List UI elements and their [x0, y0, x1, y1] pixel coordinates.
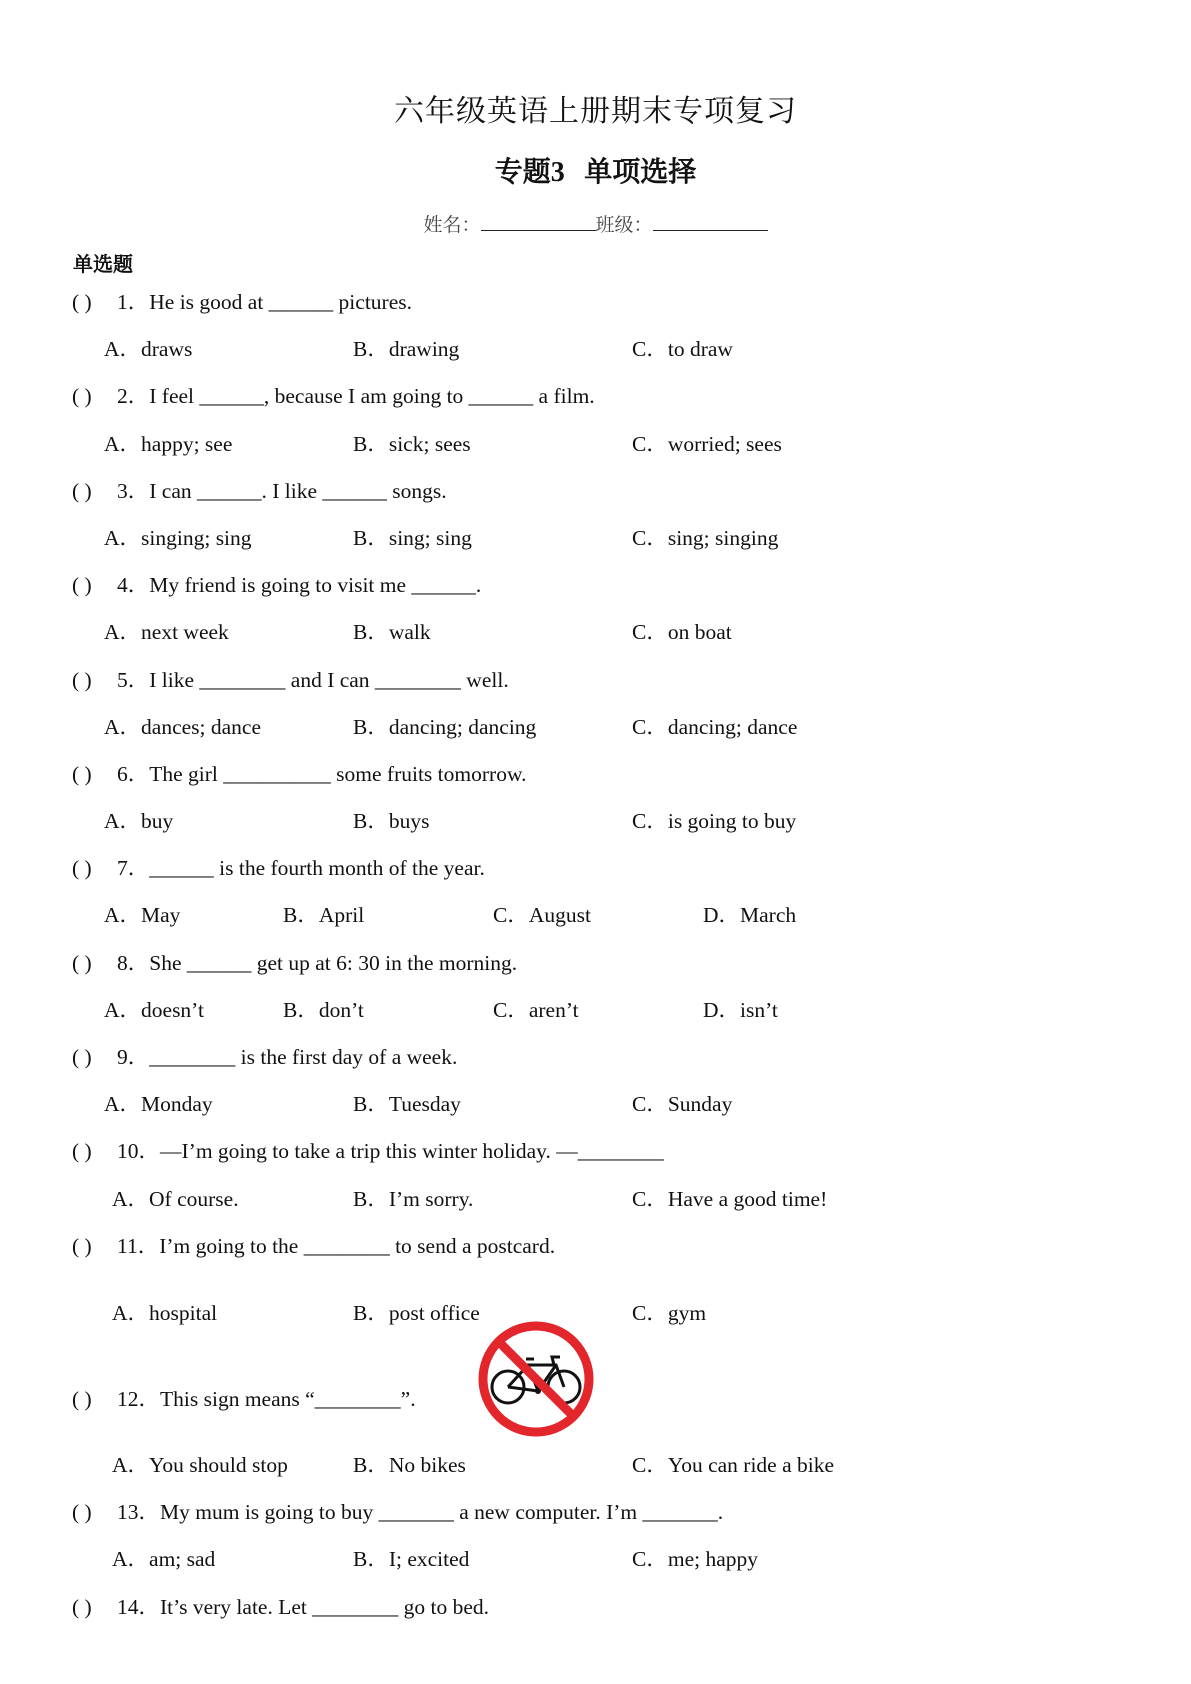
- options-row: [0, 515, 1191, 562]
- question-row: [0, 845, 1191, 892]
- option-c[interactable]: C．me; happy: [632, 1547, 758, 1572]
- option-a[interactable]: A．Monday: [104, 1092, 213, 1117]
- subtitle-suffix: 单项选择: [584, 155, 697, 188]
- answer-blank[interactable]: ( ): [72, 856, 92, 881]
- question-text: 4．My friend is going to visit me ______.: [117, 573, 482, 598]
- answer-blank[interactable]: ( ): [72, 1139, 92, 1164]
- option-a[interactable]: A．You should stop: [112, 1452, 288, 1477]
- option-c[interactable]: C．You can ride a bike: [632, 1452, 835, 1477]
- question-text: 5．I like ________ and I can ________ well.: [117, 667, 509, 692]
- option-b[interactable]: B．I’m sorry.: [353, 1186, 474, 1211]
- option-c[interactable]: C．sing; singing: [632, 525, 779, 550]
- option-a[interactable]: A．dances; dance: [104, 714, 261, 739]
- answer-blank[interactable]: ( ): [72, 1233, 92, 1258]
- option-a[interactable]: A．Of course.: [112, 1186, 239, 1211]
- question-row: [0, 940, 1191, 987]
- answer-blank[interactable]: ( ): [72, 1386, 92, 1411]
- option-a[interactable]: A．hospital: [112, 1300, 218, 1325]
- answer-blank[interactable]: ( ): [72, 478, 92, 503]
- question-row: [0, 1223, 1191, 1270]
- question-row: [0, 468, 1191, 515]
- page-subtitle: [0, 150, 1191, 190]
- option-a[interactable]: A．singing; sing: [104, 525, 252, 550]
- question-text: 2．I feel ______, because I am going to ______ a film.: [117, 384, 595, 409]
- option-a[interactable]: A．buy: [104, 809, 174, 834]
- answer-blank[interactable]: ( ): [72, 384, 92, 409]
- option-b[interactable]: B．I; excited: [353, 1547, 470, 1572]
- question-text: 3．I can ______. I like ______ songs.: [117, 478, 447, 503]
- options-row: [0, 421, 1191, 468]
- option-c[interactable]: C．dancing; dance: [632, 714, 798, 739]
- question-row: [0, 657, 1191, 704]
- options-row: [0, 1081, 1191, 1128]
- answer-blank[interactable]: ( ): [72, 573, 92, 598]
- question-text: 13．My mum is going to buy _______ a new computer. I’m _______.: [117, 1500, 724, 1525]
- question-row: [0, 1128, 1191, 1175]
- answer-blank[interactable]: ( ): [72, 1500, 92, 1525]
- option-d[interactable]: D．March: [703, 903, 797, 928]
- class-blank[interactable]: [653, 214, 768, 231]
- options-row: [0, 798, 1191, 845]
- answer-blank[interactable]: ( ): [72, 290, 92, 314]
- option-a[interactable]: A．next week: [104, 620, 229, 645]
- question-text: 10．—I’m going to take a trip this winter holiday. —________: [117, 1139, 664, 1164]
- option-b[interactable]: B．April: [283, 903, 365, 928]
- options-row: [0, 987, 1191, 1034]
- option-b[interactable]: B．sing; sing: [353, 525, 472, 550]
- option-a[interactable]: A．draws: [104, 337, 193, 362]
- option-c[interactable]: C．worried; sees: [632, 431, 782, 456]
- option-b[interactable]: B．Tuesday: [353, 1092, 461, 1117]
- question-row: [0, 279, 1191, 326]
- option-c[interactable]: C．is going to buy: [632, 809, 797, 834]
- answer-blank[interactable]: ( ): [72, 1594, 92, 1619]
- options-row: [0, 1176, 1191, 1223]
- option-c[interactable]: C．aren’t: [493, 997, 579, 1022]
- options-row: [0, 609, 1191, 656]
- answer-blank[interactable]: ( ): [72, 950, 92, 975]
- option-c[interactable]: C．August: [493, 903, 591, 928]
- options-row: [0, 326, 1191, 373]
- option-a[interactable]: A．May: [104, 903, 181, 928]
- option-c[interactable]: C．gym: [632, 1300, 707, 1325]
- option-c[interactable]: C．on boat: [632, 620, 732, 645]
- option-b[interactable]: B．buys: [353, 809, 430, 834]
- answer-blank[interactable]: ( ): [72, 667, 92, 692]
- subtitle-prefix: 专题: [494, 155, 551, 188]
- name-blank[interactable]: [481, 214, 596, 231]
- option-b[interactable]: B．drawing: [353, 337, 460, 362]
- options-row: [0, 892, 1191, 939]
- option-a[interactable]: A．happy; see: [104, 431, 233, 456]
- answer-blank[interactable]: ( ): [72, 1045, 92, 1069]
- option-a[interactable]: A．doesn’t: [104, 997, 204, 1022]
- question-row: [0, 1489, 1191, 1536]
- question-text: 8．She ______ get up at 6: 30 in the morning.: [117, 950, 518, 975]
- name-label: 姓名：: [423, 214, 481, 236]
- question-row: [0, 373, 1191, 420]
- question-text: 1．He is good at ______ pictures.: [117, 290, 412, 314]
- question-text: 12．This sign means “________”.: [117, 1386, 416, 1411]
- class-label: 班级：: [595, 214, 653, 236]
- option-b[interactable]: B．post office: [353, 1300, 480, 1325]
- page-title: 六年级英语上册期末专项复习: [394, 94, 797, 129]
- question-row: [0, 1584, 1191, 1631]
- section-title: 单选题: [73, 252, 133, 276]
- question-text: 6．The girl __________ some fruits tomorrow.: [117, 761, 527, 786]
- question-row: [0, 1034, 1191, 1081]
- subtitle-number: 3: [550, 157, 565, 188]
- option-c[interactable]: C．to draw: [632, 337, 733, 362]
- option-b[interactable]: B．don’t: [283, 997, 364, 1022]
- option-c[interactable]: C．Sunday: [632, 1092, 733, 1117]
- option-b[interactable]: B．walk: [353, 620, 431, 645]
- options-row: [0, 704, 1191, 751]
- question-text: 11．I’m going to the ________ to send a postcard.: [117, 1233, 556, 1258]
- option-a[interactable]: A．am; sad: [112, 1547, 216, 1572]
- options-row: [0, 1536, 1191, 1583]
- answer-blank[interactable]: ( ): [72, 761, 92, 786]
- option-d[interactable]: D．isn’t: [703, 997, 778, 1022]
- question-text: 9．________ is the first day of a week.: [117, 1045, 458, 1069]
- option-b[interactable]: B．No bikes: [353, 1452, 466, 1477]
- question-row: [0, 751, 1191, 798]
- question-text: 14．It’s very late. Let ________ go to bed.: [117, 1594, 489, 1619]
- name-class-line: [0, 210, 1191, 237]
- question-row: [0, 562, 1191, 609]
- no-bikes-sign-icon: [476, 1319, 596, 1439]
- option-b[interactable]: B．dancing; dancing: [353, 714, 537, 739]
- option-c[interactable]: C．Have a good time!: [632, 1186, 828, 1211]
- question-text: 7．______ is the fourth month of the year.: [117, 856, 485, 881]
- options-row: [0, 1442, 1191, 1489]
- option-b[interactable]: B．sick; sees: [353, 431, 471, 456]
